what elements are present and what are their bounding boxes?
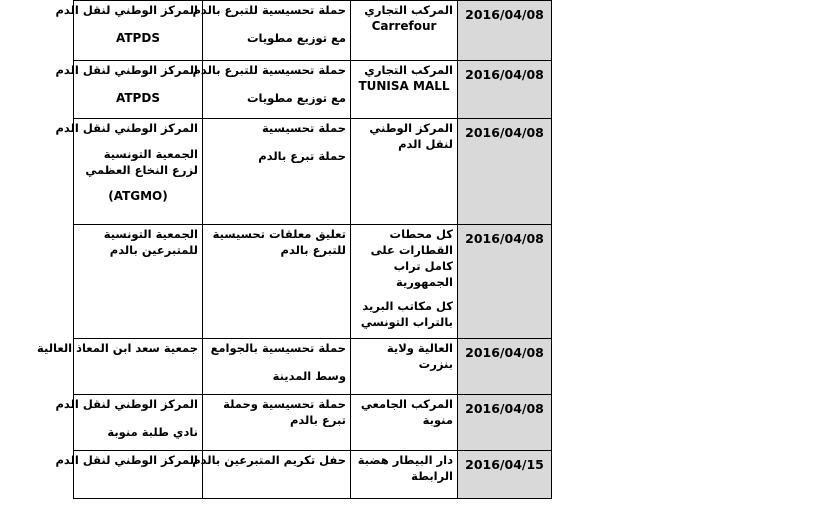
place-cell <box>351 119 458 225</box>
organizer-line: ATPDS <box>116 91 160 105</box>
date-cell <box>458 225 552 339</box>
date-cell <box>458 395 552 451</box>
date-cell <box>458 119 552 225</box>
activity-line: حملة تحسيسية وحملة تبرع بالدم <box>223 397 346 427</box>
organizer-cell <box>74 225 203 339</box>
table-row <box>74 339 552 395</box>
activity-line: حملة تحسيسية بالجوامع <box>210 341 346 355</box>
organizer-line: الجمعية التونسية للمتبرعين بالدم <box>103 227 198 257</box>
activity-line: وسط المدينة <box>272 369 346 383</box>
date-text: 2016/04/08 <box>465 7 544 22</box>
activity-line: تعليق معلقات تحسيسية للتبرع بالدم <box>212 227 346 257</box>
date-cell <box>458 339 552 395</box>
activity-cell <box>203 395 351 451</box>
activity-cell <box>192 61 351 119</box>
place-cell <box>351 339 458 395</box>
date-cell <box>458 1 552 61</box>
place-cell <box>351 61 458 119</box>
table-row <box>74 1 552 61</box>
activity-line: حملة تبرع بالدم <box>258 149 346 163</box>
date-cell <box>458 451 552 499</box>
date-text: 2016/04/08 <box>465 401 544 416</box>
table-row <box>74 395 552 451</box>
organizer-line: المركز الوطني لنقل الدم <box>55 63 198 77</box>
date-text: 2016/04/08 <box>465 345 544 360</box>
place-line: دار البيطار هضبة الرابطة <box>357 453 453 483</box>
place-line: المركب الجامعي منوبة <box>360 397 453 427</box>
organizer-line: المركز الوطني لنقل الدم <box>55 453 198 467</box>
organizer-cell <box>37 339 203 395</box>
activity-line: مع توزيع مطويات <box>246 91 346 105</box>
place-cell <box>351 451 458 499</box>
place-cell <box>351 395 458 451</box>
activity-cell <box>203 339 351 395</box>
organizer-cell <box>55 1 203 61</box>
place-line: كل مكاتب البريد بالتراب التونسي <box>360 299 453 329</box>
activity-cell <box>203 225 351 339</box>
date-text: 2016/04/08 <box>465 231 544 246</box>
organizer-line: ATPDS <box>116 31 160 45</box>
activity-line: حفل تكريم المتبرعين بالدم <box>192 453 346 467</box>
organizer-line: الجمعية التونسية لزرع النخاع العظمي <box>85 147 198 177</box>
activity-cell <box>203 119 351 225</box>
organizer-line: المركز الوطني لنقل الدم <box>55 3 198 17</box>
place-line: المركب التجاري <box>364 3 453 17</box>
table-row <box>74 119 552 225</box>
organizer-line: جمعية سعد ابن المعاذ العالية <box>37 341 198 355</box>
date-text: 2016/04/08 <box>465 125 544 140</box>
place-line: العالية ولاية بنزرت <box>386 341 453 371</box>
organizer-line: نادي طلبة منوبة <box>107 425 198 439</box>
place-line: كل محطات القطارات على كامل تراب الجمهورية <box>370 227 453 289</box>
date-text: 2016/04/08 <box>465 67 544 82</box>
organizer-line: (ATGMO) <box>108 189 168 203</box>
activity-cell <box>192 451 351 499</box>
place-cell <box>351 225 458 339</box>
organizer-cell <box>55 61 203 119</box>
activity-line: حملة تحسيسية للتبرع بالدم <box>192 3 346 17</box>
activity-line: مع توزيع مطويات <box>246 31 346 45</box>
activity-cell <box>192 1 351 61</box>
organizer-line: المركز الوطني لنقل الدم <box>55 397 198 411</box>
organizer-cell <box>55 119 203 225</box>
place-cell <box>351 1 458 61</box>
table-row <box>74 61 552 119</box>
organizer-cell <box>55 395 203 451</box>
date-text: 2016/04/15 <box>465 457 544 472</box>
activity-line: حملة تحسيسية للتبرع بالدم <box>192 63 346 77</box>
organizer-line: المركز الوطني لنقل الدم <box>55 121 198 135</box>
date-cell <box>458 61 552 119</box>
schedule-table <box>37 0 552 499</box>
place-line: TUNISA MALL <box>358 79 450 93</box>
organizer-cell <box>55 451 203 499</box>
place-line: المركز الوطني لنقل الدم <box>369 121 453 151</box>
table-row <box>74 451 552 499</box>
table-row <box>74 225 552 339</box>
place-line: Carrefour <box>371 19 437 33</box>
place-line: المركب التجاري <box>364 63 453 77</box>
activity-line: حملة تحسيسية <box>261 121 346 135</box>
